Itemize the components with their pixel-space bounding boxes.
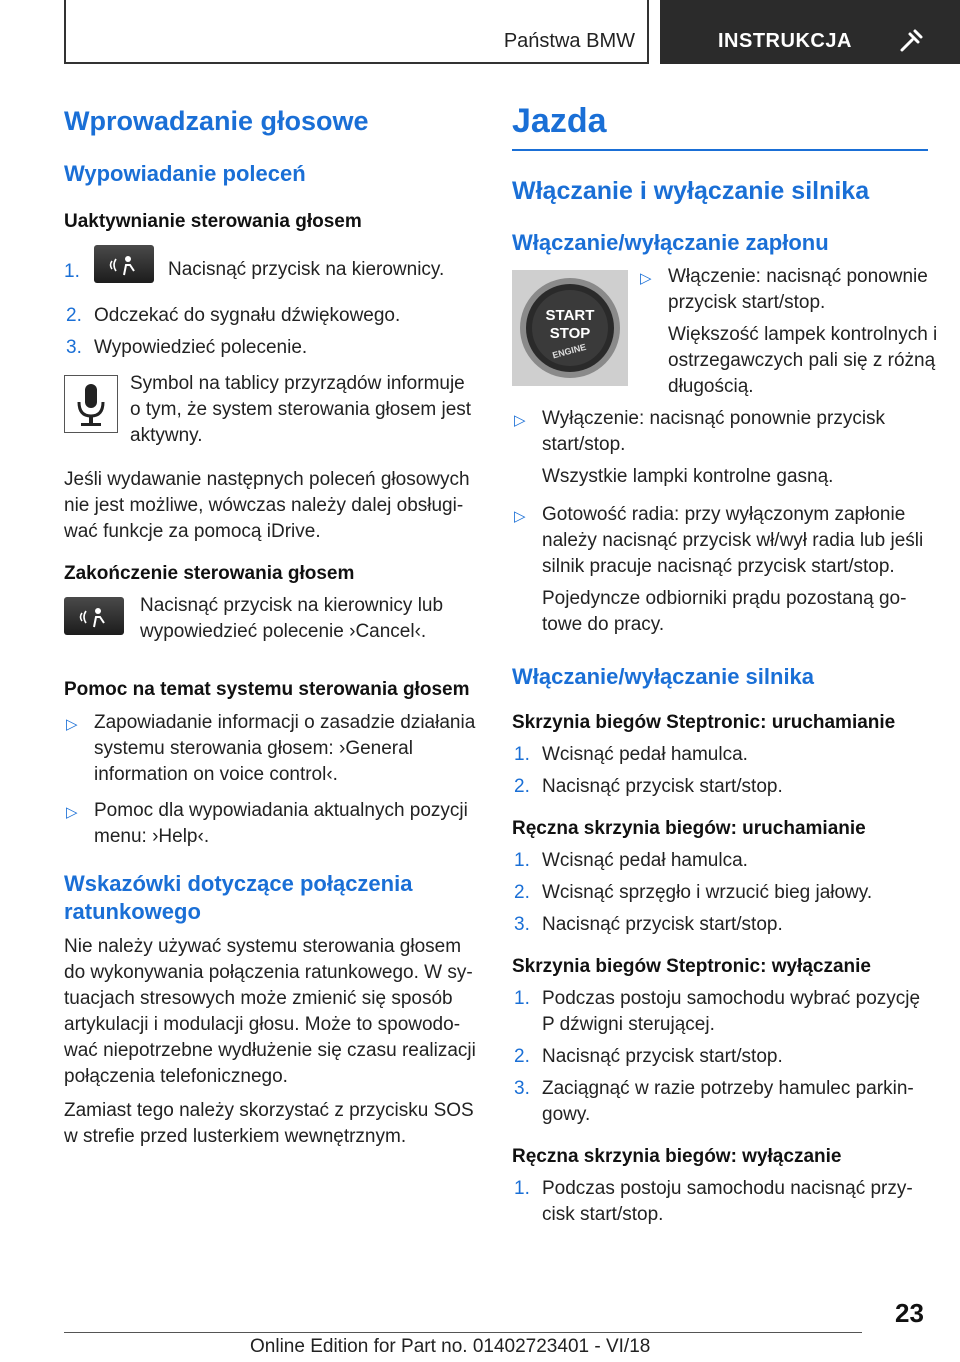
microphone-symbol-image: [64, 375, 118, 433]
triangle-bullet-icon: ▷: [514, 508, 526, 525]
ignition-off-item: [512, 406, 928, 458]
help-item-text: Pomoc dla wypowiadania aktualnych pozycji menu: ›Help‹.: [94, 800, 468, 847]
header-right-label: INSTRUKCJA: [718, 30, 852, 52]
left-column: [64, 100, 476, 1150]
radio-ready-item: [512, 502, 928, 580]
header-right-box: [660, 0, 960, 64]
voice-command-icon: [78, 605, 110, 629]
radio-ready-text: Gotowość radia: przy wyłączonym zapłonie należy nacisnąć przycisk wł/wył radia lub jeśli silnik pracuje nacisnąć przycisk start/stop.: [542, 504, 924, 577]
step-text: Nacisnąć przycisk na kierownicy.: [168, 259, 445, 280]
ignition-on-subtext: Większość lampek kontrolnych i ostrzegawczych pali się z różną długością.: [668, 324, 938, 397]
step-item: 2. Nacisnąć przycisk start/stop.: [514, 776, 783, 797]
step-number: 1.: [64, 261, 80, 282]
step-text: Wypowiedzieć polecenie.: [94, 337, 308, 358]
ignition-on-text: Włączenie: nacisnąć ponownie przycisk start/stop.: [668, 266, 928, 313]
microphone-icon: [65, 376, 117, 432]
step-item: 1. Wcisnąć pedał hamulca.: [514, 744, 748, 765]
voice-symbol-text: Symbol na tablicy przyrządów informuje o tym, że system sterowania głosem jest aktywny.: [130, 373, 472, 446]
ignition-on-item: [638, 264, 958, 316]
steering-voice-button-image: [64, 597, 124, 635]
heading-rule: [512, 149, 928, 151]
end-voice-row: [64, 593, 476, 649]
heading-steptronic-stop: Skrzynia biegów Steptronic: wyłączanie: [512, 956, 871, 977]
triangle-bullet-icon: ▷: [640, 270, 652, 287]
heading-manual-start: Ręczna skrzynia biegów: uruchamianie: [512, 818, 866, 839]
step-number: 2.: [66, 305, 82, 326]
step-3: [64, 335, 476, 361]
ignition-off-text: Wyłączenie: nacisnąć ponownie przycisk start/stop.: [542, 408, 886, 455]
step-item: 2. Nacisnąć przycisk start/stop.: [514, 1046, 783, 1067]
heading-steptronic-start: Skrzynia biegów Steptronic: uruchamianie: [512, 712, 896, 733]
start-label: START: [545, 307, 595, 324]
footer-edition: Online Edition for Part no. 01402723401 - VI/18: [250, 1336, 651, 1357]
wrench-icon: [898, 28, 924, 54]
step-2: [64, 303, 476, 329]
voice-command-icon: [108, 253, 140, 277]
paragraph-next-commands: Jeśli wydawanie następnych poleceń głosowych nie jest możliwe, wówczas należy dalej obsługiwać funkcje za pomocą iDrive.: [64, 469, 470, 542]
step-item: 1. Wcisnąć pedał hamulca.: [514, 850, 748, 871]
heading-manual-stop: Ręczna skrzynia biegów: wyłączanie: [512, 1146, 842, 1167]
engine-label: ENGINE: [551, 341, 588, 361]
step-text: Odczekać do sygnału dźwiękowego.: [94, 305, 401, 326]
header-left-label: Państwa BMW: [503, 30, 635, 52]
step-item: 2. Wcisnąć sprzęgło i wrzucić bieg jałowy.: [514, 882, 873, 903]
help-item-1: [64, 710, 476, 788]
steering-voice-button-image: [94, 245, 154, 283]
heading-end-voice: Zakończenie sterowania głosem: [64, 563, 355, 584]
triangle-bullet-icon: ▷: [514, 412, 526, 429]
start-stop-button-icon: [512, 270, 628, 386]
voice-symbol-note: [64, 371, 476, 453]
step-item: 3. Nacisnąć przycisk start/stop.: [514, 914, 783, 935]
step-number: 3.: [66, 337, 82, 358]
heading-engine: Włączanie/wyłączanie silnika: [512, 664, 815, 689]
radio-ready-subtext: Pojedyncze odbiorniki prądu pozostaną gotowe do pracy.: [542, 588, 907, 635]
step-item: 1. Podczas postoju samochodu nacisnąć przycisk start/stop.: [514, 1178, 913, 1225]
heading-drive: Jazda: [512, 102, 607, 140]
heading-speak-commands: Wypowiadanie poleceń: [64, 161, 306, 186]
step-item: 3. Zaciągnąć w razie potrzeby hamulec parkingowy.: [514, 1078, 914, 1125]
start-stop-button-image: [512, 270, 628, 386]
help-item-2: [64, 798, 476, 850]
right-column: [512, 100, 938, 1228]
stop-label: STOP: [549, 325, 591, 342]
help-item-text: Zapowiadanie informacji o zasadzie działania systemu sterowania głosem: ›General information on voice control‹.: [94, 712, 476, 785]
footer-rule: [64, 1332, 862, 1333]
heading-voice-help: Pomoc na temat systemu sterowania głosem: [64, 679, 470, 700]
page-number: 23: [895, 1298, 924, 1328]
paragraph-emergency-1: Nie należy używać systemu sterowania głosem do wykonywania połączenia ratunkowego. W sytuacjach stresowych może zmienić się sposób artykulacji i modulacji głosu. Może to spowodować niepotrzebne wydłużenie się czasu realizacji połączenia telefonicznego.: [64, 936, 476, 1087]
triangle-bullet-icon: ▷: [66, 716, 78, 733]
ignition-off-subtext: Wszystkie lampki kontrolne gasną.: [542, 466, 834, 487]
step-item: 1. Podczas postoju samochodu wybrać pozycję P dźwigni sterującej.: [514, 988, 921, 1035]
step-1-row: [64, 245, 476, 297]
heading-activate-voice: Uaktywnianie sterowania głosem: [64, 211, 362, 232]
end-voice-text: Nacisnąć przycisk na kierownicy lub wypowiedzieć polecenie ›Cancel‹.: [140, 595, 444, 642]
triangle-bullet-icon: ▷: [66, 804, 78, 821]
heading-ignition: Włączanie/wyłączanie zapłonu: [512, 230, 829, 255]
paragraph-emergency-2: Zamiast tego należy skorzystać z przycisku SOS w strefie przed lusterkiem wewnętrznym.: [64, 1100, 474, 1147]
ignition-block: [512, 266, 938, 398]
heading-emergency-call: Wskazówki dotyczące połączenia ratunkowego: [64, 871, 413, 924]
header-left-box: [64, 0, 649, 64]
heading-voice-input: Wprowadzanie głosowe: [64, 106, 369, 136]
heading-engine-on-off: Włączanie i wyłączanie silnika: [512, 177, 870, 205]
